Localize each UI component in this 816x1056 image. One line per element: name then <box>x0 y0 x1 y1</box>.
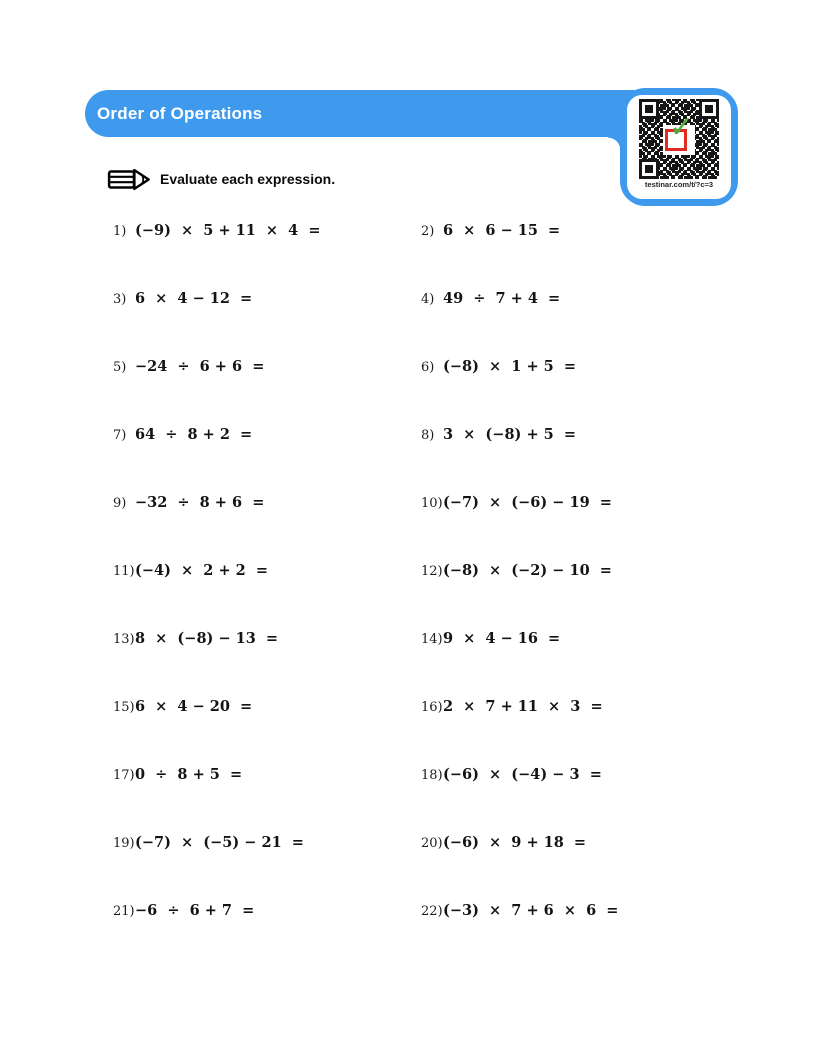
qr-center-overlay <box>663 110 695 155</box>
problem-number: 3) <box>113 291 127 307</box>
problem-expression: 6 × 4 − 12 = <box>135 289 253 307</box>
problem-item <box>421 222 733 239</box>
problem-item <box>421 426 733 443</box>
problem-number: 19) <box>113 835 135 851</box>
problem-number: 9) <box>113 495 127 511</box>
problem-item <box>421 290 733 307</box>
problem-expression: 9 × 4 − 16 = <box>443 629 561 647</box>
problem-item <box>113 562 421 579</box>
problem-number: 10) <box>421 495 443 511</box>
problem-item <box>113 290 421 307</box>
problem-item <box>113 902 421 919</box>
problem-number: 18) <box>421 767 443 783</box>
problem-expression: (−6) × (−4) − 3 = <box>443 765 602 783</box>
problem-number: 15) <box>113 699 135 715</box>
qr-finder-top-right-icon <box>699 99 719 119</box>
instruction-row <box>107 164 335 194</box>
problem-item <box>113 222 421 239</box>
problem-number: 20) <box>421 835 443 851</box>
problem-item <box>421 766 733 783</box>
problem-expression: 6 × 4 − 20 = <box>135 697 253 715</box>
problem-expression: 0 ÷ 8 + 5 = <box>135 765 243 783</box>
qr-card <box>627 95 731 199</box>
problem-number: 12) <box>421 563 443 579</box>
problem-item <box>113 834 421 851</box>
qr-finder-top-left-icon <box>639 99 659 119</box>
problem-number: 16) <box>421 699 443 715</box>
problem-expression: (−9) × 5 + 11 × 4 = <box>135 221 321 239</box>
problem-number: 6) <box>421 359 435 375</box>
qr-caption: testinar.com/t/?c=3 <box>644 180 714 189</box>
problem-item <box>113 630 421 647</box>
green-checkmark-icon: ✓ <box>669 110 695 145</box>
problem-expression: 8 × (−8) − 13 = <box>135 629 279 647</box>
problem-number: 1) <box>113 223 127 239</box>
problem-expression: 49 ÷ 7 + 4 = <box>443 289 561 307</box>
problem-list <box>113 196 733 944</box>
problem-expression: (−3) × 7 + 6 × 6 = <box>443 901 619 919</box>
problem-number: 5) <box>113 359 127 375</box>
pencil-icon <box>107 167 151 192</box>
problem-item <box>113 766 421 783</box>
problem-expression: −32 ÷ 8 + 6 = <box>135 493 265 511</box>
problem-number: 4) <box>421 291 435 307</box>
problem-number: 14) <box>421 631 443 647</box>
problem-number: 17) <box>113 767 135 783</box>
problem-number: 22) <box>421 903 443 919</box>
problem-item <box>421 630 733 647</box>
page-title: Order of Operations <box>97 104 263 123</box>
problem-expression: (−8) × (−2) − 10 = <box>443 561 612 579</box>
problem-item <box>421 358 733 375</box>
problem-expression: −6 ÷ 6 + 7 = <box>135 901 255 919</box>
problem-expression: (−7) × (−6) − 19 = <box>443 493 612 511</box>
problem-number: 8) <box>421 427 435 443</box>
problem-item <box>113 358 421 375</box>
problem-item <box>421 834 733 851</box>
problem-item <box>421 562 733 579</box>
problem-expression: (−8) × 1 + 5 = <box>443 357 576 375</box>
problem-item <box>113 698 421 715</box>
problem-item <box>421 698 733 715</box>
problem-expression: 6 × 6 − 15 = <box>443 221 561 239</box>
qr-badge <box>620 88 738 206</box>
problem-number: 11) <box>113 563 135 579</box>
problem-expression: 2 × 7 + 11 × 3 = <box>443 697 603 715</box>
problem-expression: 64 ÷ 8 + 2 = <box>135 425 253 443</box>
problem-number: 2) <box>421 223 435 239</box>
problem-item <box>421 902 733 919</box>
problem-expression: −24 ÷ 6 + 6 = <box>135 357 265 375</box>
problem-number: 13) <box>113 631 135 647</box>
problem-expression: (−6) × 9 + 18 = <box>443 833 587 851</box>
problem-expression: 3 × (−8) + 5 = <box>443 425 576 443</box>
problem-expression: (−4) × 2 + 2 = <box>135 561 268 579</box>
problem-number: 7) <box>113 427 127 443</box>
title-bar <box>85 90 648 137</box>
problem-item <box>113 494 421 511</box>
problem-item <box>113 426 421 443</box>
problem-expression: (−7) × (−5) − 21 = <box>135 833 304 851</box>
problem-number: 21) <box>113 903 135 919</box>
qr-finder-bottom-left-icon <box>639 159 659 179</box>
qr-code-icon <box>639 99 719 179</box>
instruction-text: Evaluate each expression. <box>160 171 336 187</box>
problem-item <box>421 494 733 511</box>
